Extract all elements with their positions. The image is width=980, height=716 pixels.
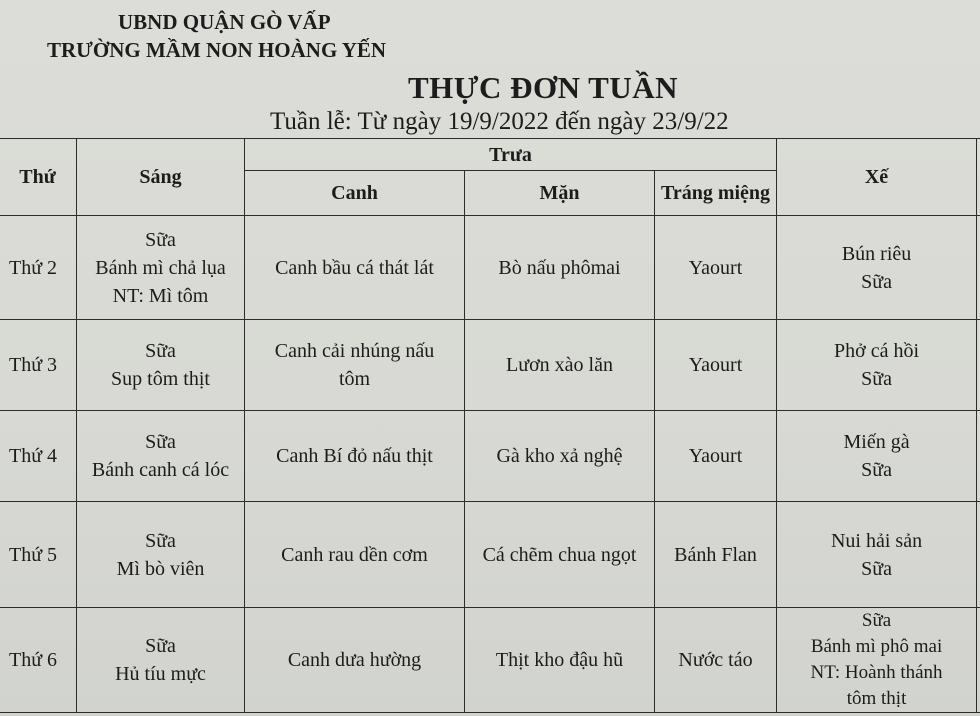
dessert-cell: Yaourt bbox=[655, 216, 777, 320]
school-name: TRƯỜNG MẦM NON HOÀNG YẾN bbox=[47, 38, 387, 62]
dessert-cell: Nước táo bbox=[655, 608, 777, 713]
table-edge bbox=[977, 502, 980, 608]
dish-line: Phở cá hồi bbox=[834, 340, 920, 362]
main-dish-cell: Cá chẽm chua ngọt bbox=[465, 502, 655, 608]
dessert-cell: Yaourt bbox=[655, 320, 777, 411]
dish-line: Canh cải nhúng nấu bbox=[274, 340, 435, 362]
header-afternoon: Xế bbox=[777, 139, 977, 216]
dish-line: Sữa bbox=[861, 368, 892, 390]
main-dish-cell: Lươn xào lăn bbox=[465, 320, 655, 411]
afternoon-cell bbox=[777, 608, 977, 713]
main-dish-cell: Gà kho xả nghệ bbox=[465, 411, 655, 502]
day-cell: Thứ 4 bbox=[0, 411, 77, 502]
soup-cell bbox=[245, 608, 465, 713]
soup-cell bbox=[245, 216, 465, 320]
week-range: Tuần lễ: Từ ngày 19/9/2022 đến ngày 23/9/22 bbox=[270, 108, 729, 135]
table-edge bbox=[977, 608, 980, 713]
dish-line: Sữa bbox=[861, 270, 892, 293]
dish-line: Nui hải sản bbox=[830, 529, 923, 552]
dish-line: Sữa bbox=[861, 557, 892, 580]
dish-line: Sup tôm thịt bbox=[111, 368, 210, 390]
dish-line: Canh Bí đỏ nấu thịt bbox=[276, 445, 433, 467]
morning-cell bbox=[77, 411, 245, 502]
table-edge bbox=[977, 411, 980, 502]
afternoon-cell bbox=[777, 216, 977, 320]
header-soup: Canh bbox=[245, 171, 465, 216]
morning-cell bbox=[77, 502, 245, 608]
page-title: THỰC ĐƠN TUẦN bbox=[408, 70, 679, 105]
weekly-menu-table bbox=[0, 138, 980, 713]
day-cell: Thứ 3 bbox=[0, 320, 77, 411]
soup-cell bbox=[245, 411, 465, 502]
dish-line: Sữa bbox=[145, 529, 176, 552]
dish-line: Bánh mì phô mai bbox=[810, 636, 943, 657]
dish-line: tôm thịt bbox=[846, 688, 907, 709]
district-name: UBND QUẬN GÒ VẤP bbox=[118, 10, 331, 34]
table-edge bbox=[977, 320, 980, 411]
header-main: Mặn bbox=[465, 171, 655, 216]
morning-cell bbox=[77, 608, 245, 713]
dish-line: NT: Mì tôm bbox=[112, 284, 209, 307]
afternoon-cell bbox=[777, 320, 977, 411]
table-edge bbox=[977, 139, 980, 216]
dish-line: Bánh mì chả lụa bbox=[95, 256, 226, 279]
day-cell: Thứ 5 bbox=[0, 502, 77, 608]
dessert-cell: Bánh Flan bbox=[655, 502, 777, 608]
dessert-cell: Yaourt bbox=[655, 411, 777, 502]
dish-line: Sữa bbox=[861, 459, 892, 481]
soup-cell bbox=[245, 502, 465, 608]
dish-line: Canh dưa hường bbox=[287, 649, 422, 671]
dish-line: Sữa bbox=[145, 431, 176, 453]
dish-line: tôm bbox=[338, 368, 371, 390]
table-row bbox=[0, 502, 980, 608]
dish-line: Sữa bbox=[145, 228, 176, 251]
dish-line: Sữa bbox=[145, 635, 176, 657]
afternoon-cell bbox=[777, 502, 977, 608]
table-row bbox=[0, 411, 980, 502]
dish-line: NT: Hoành thánh bbox=[810, 662, 943, 683]
dish-line: Sữa bbox=[145, 340, 176, 362]
dish-line: Bánh canh cá lóc bbox=[91, 459, 230, 481]
table-row bbox=[0, 608, 980, 713]
afternoon-cell bbox=[777, 411, 977, 502]
header-lunch: Trưa bbox=[245, 139, 777, 171]
soup-cell bbox=[245, 320, 465, 411]
table-row bbox=[0, 216, 980, 320]
header-morning: Sáng bbox=[77, 139, 245, 216]
main-dish-cell: Bò nấu phômai bbox=[465, 216, 655, 320]
table-edge bbox=[977, 216, 980, 320]
dish-line: Sữa bbox=[861, 610, 892, 631]
dish-line: Mì bò viên bbox=[116, 557, 205, 580]
dish-line: Miến gà bbox=[843, 431, 910, 453]
dish-line: Canh rau dền cơm bbox=[281, 543, 428, 566]
morning-cell bbox=[77, 216, 245, 320]
main-dish-cell: Thịt kho đậu hũ bbox=[465, 608, 655, 713]
dish-line: Hủ tíu mực bbox=[115, 663, 206, 685]
dish-line: Bún riêu bbox=[841, 242, 912, 265]
table-row bbox=[0, 320, 980, 411]
morning-cell bbox=[77, 320, 245, 411]
day-cell: Thứ 2 bbox=[0, 216, 77, 320]
header-dessert: Tráng miệng bbox=[655, 171, 777, 216]
day-cell: Thứ 6 bbox=[0, 608, 77, 713]
dish-line: Canh bầu cá thát lát bbox=[275, 256, 434, 279]
header-day: Thứ bbox=[0, 139, 77, 216]
